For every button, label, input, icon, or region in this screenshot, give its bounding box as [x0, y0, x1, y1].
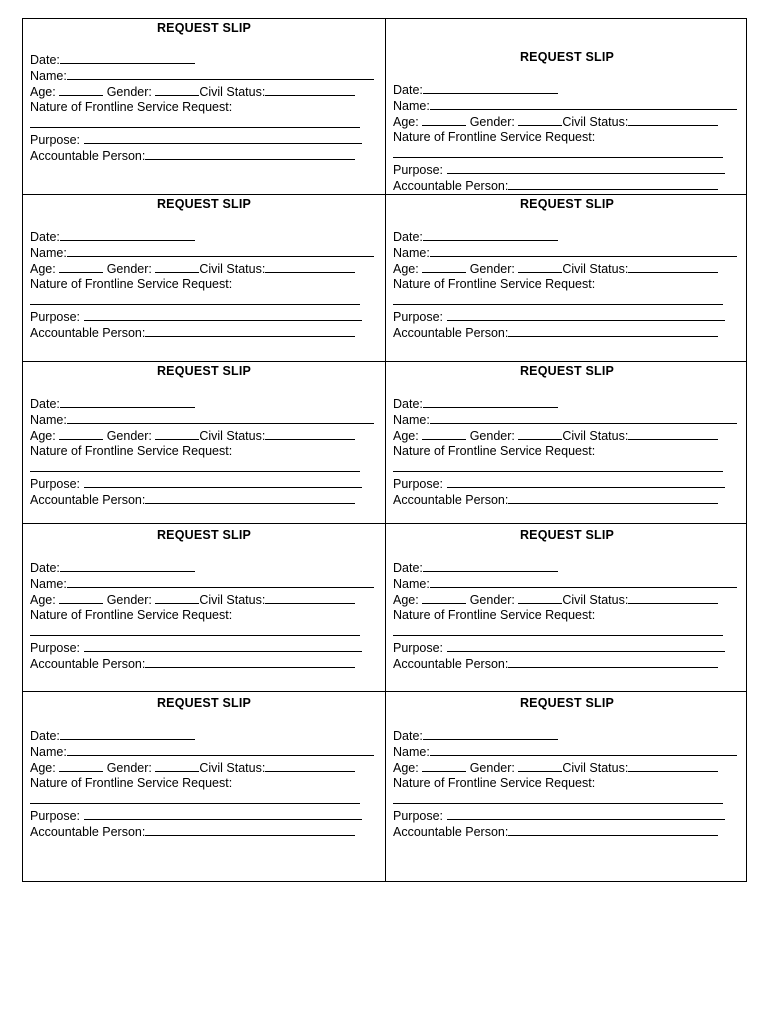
nature-label: Nature of Frontline Service Request:: [30, 608, 233, 622]
civil-status-field[interactable]: [265, 592, 355, 604]
nature-label: Nature of Frontline Service Request:: [393, 277, 596, 291]
accountable-person-label: Accountable Person:: [30, 326, 146, 340]
date-row: [393, 560, 558, 576]
age-gender-civil-row: [30, 592, 355, 608]
accountable-person-label: Accountable Person:: [30, 825, 146, 839]
nature-label: Nature of Frontline Service Request:: [393, 130, 596, 144]
civil-status-field[interactable]: [265, 428, 355, 440]
accountable-row: [393, 824, 718, 840]
date-label: Date:: [30, 230, 60, 244]
civil-status-label: Civil Status:: [562, 429, 629, 443]
gender-field[interactable]: [518, 592, 562, 604]
nature-blank-row: [30, 116, 360, 132]
age-gender-civil-row: [30, 261, 355, 277]
nature-blank-row: [393, 624, 723, 640]
gender-label: Gender:: [469, 115, 515, 129]
date-row: [30, 52, 195, 68]
gender-label: Gender:: [469, 262, 515, 276]
slip-title: REQUEST SLIP: [156, 528, 252, 542]
nature-field[interactable]: [393, 460, 723, 472]
age-gender-civil-row: [393, 261, 718, 277]
purpose-label: Purpose:: [30, 641, 81, 655]
purpose-field[interactable]: [84, 476, 362, 488]
slip-title: REQUEST SLIP: [519, 197, 615, 211]
gender-field[interactable]: [155, 428, 199, 440]
purpose-row: [393, 309, 725, 325]
gender-field[interactable]: [155, 84, 199, 96]
accountable-person-field[interactable]: [145, 824, 355, 836]
gender-label: Gender:: [106, 593, 152, 607]
age-label: Age:: [393, 429, 419, 443]
name-field[interactable]: [67, 412, 374, 424]
age-gender-civil-row: [30, 84, 355, 100]
nature-blank-row: [30, 293, 360, 309]
age-field[interactable]: [422, 428, 466, 440]
civil-status-label: Civil Status:: [562, 761, 629, 775]
date-label: Date:: [393, 230, 423, 244]
nature-field[interactable]: [30, 293, 360, 305]
date-field[interactable]: [60, 728, 195, 740]
civil-status-field[interactable]: [265, 261, 355, 273]
purpose-row: [393, 162, 725, 178]
age-label: Age:: [30, 761, 56, 775]
accountable-row: [393, 656, 718, 672]
nature-row: [393, 130, 595, 145]
civil-status-field[interactable]: [628, 428, 718, 440]
slip-title: REQUEST SLIP: [519, 696, 615, 710]
accountable-person-label: Accountable Person:: [393, 825, 509, 839]
name-row: [393, 744, 737, 760]
request-slip: [23, 362, 385, 522]
age-field[interactable]: [422, 760, 466, 772]
date-label: Date:: [30, 561, 60, 575]
name-label: Name:: [30, 246, 67, 260]
gender-label: Gender:: [469, 593, 515, 607]
purpose-row: [30, 640, 362, 656]
accountable-row: [30, 325, 355, 341]
purpose-label: Purpose:: [393, 641, 444, 655]
age-field[interactable]: [59, 84, 103, 96]
accountable-row: [30, 656, 355, 672]
name-field[interactable]: [430, 412, 737, 424]
gender-field[interactable]: [155, 261, 199, 273]
accountable-person-label: Accountable Person:: [393, 657, 509, 671]
slip-title: REQUEST SLIP: [156, 197, 252, 211]
name-label: Name:: [393, 99, 430, 113]
civil-status-label: Civil Status:: [199, 761, 266, 775]
purpose-label: Purpose:: [393, 477, 444, 491]
date-row: [30, 728, 195, 744]
name-field[interactable]: [430, 245, 737, 257]
nature-row: [393, 776, 595, 791]
purpose-row: [393, 808, 725, 824]
request-slip: [23, 19, 385, 179]
name-row: [30, 744, 374, 760]
civil-status-field[interactable]: [265, 84, 355, 96]
date-field[interactable]: [60, 52, 195, 64]
age-gender-civil-row: [393, 760, 718, 776]
purpose-row: [30, 808, 362, 824]
nature-label: Nature of Frontline Service Request:: [393, 444, 596, 458]
gender-label: Gender:: [106, 85, 152, 99]
request-slip: [23, 195, 385, 355]
civil-status-label: Civil Status:: [562, 593, 629, 607]
accountable-person-label: Accountable Person:: [30, 149, 146, 163]
nature-row: [393, 608, 595, 623]
nature-field[interactable]: [30, 460, 360, 472]
name-field[interactable]: [430, 98, 737, 110]
date-field[interactable]: [423, 229, 558, 241]
civil-status-label: Civil Status:: [562, 115, 629, 129]
date-row: [393, 229, 558, 245]
date-row: [393, 396, 558, 412]
accountable-person-label: Accountable Person:: [30, 657, 146, 671]
purpose-field[interactable]: [84, 808, 362, 820]
age-gender-civil-row: [393, 428, 718, 444]
age-gender-civil-row: [393, 114, 718, 130]
age-gender-civil-row: [393, 592, 718, 608]
nature-field[interactable]: [393, 293, 723, 305]
age-label: Age:: [30, 262, 56, 276]
civil-status-label: Civil Status:: [199, 593, 266, 607]
purpose-field[interactable]: [447, 476, 725, 488]
name-field[interactable]: [430, 744, 737, 756]
date-field[interactable]: [60, 560, 195, 572]
date-row: [30, 396, 195, 412]
purpose-field[interactable]: [447, 640, 725, 652]
nature-label: Nature of Frontline Service Request:: [393, 776, 596, 790]
date-field[interactable]: [60, 229, 195, 241]
date-field[interactable]: [423, 728, 558, 740]
request-slip: [23, 524, 385, 684]
gender-field[interactable]: [518, 428, 562, 440]
gender-field[interactable]: [155, 592, 199, 604]
date-row: [30, 229, 195, 245]
age-field[interactable]: [422, 592, 466, 604]
request-slip: [23, 692, 385, 852]
date-label: Date:: [393, 83, 423, 97]
age-gender-civil-row: [30, 760, 355, 776]
gender-label: Gender:: [106, 262, 152, 276]
date-label: Date:: [30, 397, 60, 411]
accountable-row: [30, 824, 355, 840]
accountable-row: [30, 148, 355, 164]
purpose-field[interactable]: [84, 132, 362, 144]
name-field[interactable]: [67, 245, 374, 257]
age-label: Age:: [393, 262, 419, 276]
nature-label: Nature of Frontline Service Request:: [30, 100, 233, 114]
nature-blank-row: [393, 460, 723, 476]
purpose-field[interactable]: [84, 309, 362, 321]
nature-field[interactable]: [30, 792, 360, 804]
nature-row: [30, 776, 232, 791]
name-label: Name:: [393, 745, 430, 759]
accountable-person-field[interactable]: [508, 656, 718, 668]
date-label: Date:: [393, 397, 423, 411]
gender-field[interactable]: [518, 760, 562, 772]
slip-title: REQUEST SLIP: [156, 21, 252, 35]
name-row: [30, 576, 374, 592]
purpose-label: Purpose:: [30, 477, 81, 491]
nature-blank-row: [393, 146, 723, 162]
accountable-person-field[interactable]: [145, 148, 355, 160]
name-row: [30, 68, 374, 84]
date-label: Date:: [393, 729, 423, 743]
name-label: Name:: [393, 577, 430, 591]
name-field[interactable]: [67, 68, 374, 80]
slip-title: REQUEST SLIP: [519, 50, 615, 64]
nature-blank-row: [30, 460, 360, 476]
purpose-field[interactable]: [447, 808, 725, 820]
accountable-person-field[interactable]: [508, 178, 718, 190]
nature-label: Nature of Frontline Service Request:: [393, 608, 596, 622]
date-field[interactable]: [60, 396, 195, 408]
name-label: Name:: [393, 413, 430, 427]
civil-status-field[interactable]: [265, 760, 355, 772]
civil-status-label: Civil Status:: [199, 262, 266, 276]
purpose-row: [393, 476, 725, 492]
nature-field[interactable]: [30, 116, 360, 128]
accountable-person-field[interactable]: [145, 492, 355, 504]
nature-blank-row: [393, 293, 723, 309]
name-row: [393, 576, 737, 592]
accountable-row: [393, 178, 718, 194]
purpose-row: [30, 309, 362, 325]
name-label: Name:: [393, 246, 430, 260]
name-label: Name:: [30, 577, 67, 591]
nature-row: [393, 277, 595, 292]
name-label: Name:: [30, 413, 67, 427]
request-slip: [386, 195, 748, 355]
nature-field[interactable]: [393, 792, 723, 804]
gender-label: Gender:: [469, 429, 515, 443]
accountable-person-label: Accountable Person:: [393, 326, 509, 340]
name-label: Name:: [30, 69, 67, 83]
nature-blank-row: [393, 792, 723, 808]
nature-label: Nature of Frontline Service Request:: [30, 776, 233, 790]
purpose-label: Purpose:: [393, 809, 444, 823]
nature-row: [393, 444, 595, 459]
accountable-row: [30, 492, 355, 508]
purpose-label: Purpose:: [30, 133, 81, 147]
name-row: [393, 98, 737, 114]
age-field[interactable]: [422, 261, 466, 273]
date-field[interactable]: [423, 82, 558, 94]
civil-status-label: Civil Status:: [199, 85, 266, 99]
gender-label: Gender:: [106, 429, 152, 443]
purpose-field[interactable]: [447, 309, 725, 321]
accountable-person-label: Accountable Person:: [30, 493, 146, 507]
age-label: Age:: [393, 115, 419, 129]
nature-row: [30, 277, 232, 292]
date-label: Date:: [30, 729, 60, 743]
name-field[interactable]: [430, 576, 737, 588]
accountable-person-label: Accountable Person:: [393, 179, 509, 193]
age-label: Age:: [30, 593, 56, 607]
purpose-label: Purpose:: [30, 809, 81, 823]
name-label: Name:: [30, 745, 67, 759]
age-field[interactable]: [59, 428, 103, 440]
purpose-row: [393, 640, 725, 656]
date-field[interactable]: [423, 560, 558, 572]
gender-field[interactable]: [155, 760, 199, 772]
purpose-field[interactable]: [447, 162, 725, 174]
nature-blank-row: [30, 792, 360, 808]
gender-field[interactable]: [518, 114, 562, 126]
purpose-row: [30, 132, 362, 148]
date-label: Date:: [393, 561, 423, 575]
date-row: [30, 560, 195, 576]
accountable-person-field[interactable]: [145, 325, 355, 337]
purpose-row: [30, 476, 362, 492]
accountable-person-label: Accountable Person:: [393, 493, 509, 507]
nature-label: Nature of Frontline Service Request:: [30, 277, 233, 291]
request-slip: [386, 692, 748, 852]
slip-title: REQUEST SLIP: [156, 364, 252, 378]
accountable-row: [393, 492, 718, 508]
nature-row: [30, 608, 232, 623]
purpose-label: Purpose:: [393, 310, 444, 324]
date-row: [393, 728, 558, 744]
nature-blank-row: [30, 624, 360, 640]
slip-title: REQUEST SLIP: [156, 696, 252, 710]
nature-row: [30, 100, 232, 115]
age-field[interactable]: [59, 760, 103, 772]
purpose-label: Purpose:: [30, 310, 81, 324]
civil-status-field[interactable]: [628, 760, 718, 772]
age-label: Age:: [30, 429, 56, 443]
nature-field[interactable]: [30, 624, 360, 636]
date-label: Date:: [30, 53, 60, 67]
age-field[interactable]: [59, 592, 103, 604]
name-field[interactable]: [67, 744, 374, 756]
gender-field[interactable]: [518, 261, 562, 273]
gender-label: Gender:: [469, 761, 515, 775]
civil-status-field[interactable]: [628, 592, 718, 604]
request-slip: [386, 524, 748, 684]
request-slip-sheet: [22, 18, 747, 882]
nature-field[interactable]: [393, 624, 723, 636]
slip-title: REQUEST SLIP: [519, 364, 615, 378]
accountable-row: [393, 325, 718, 341]
name-field[interactable]: [67, 576, 374, 588]
slip-title: REQUEST SLIP: [519, 528, 615, 542]
nature-field[interactable]: [393, 146, 723, 158]
accountable-person-field[interactable]: [508, 492, 718, 504]
purpose-field[interactable]: [84, 640, 362, 652]
accountable-person-field[interactable]: [508, 325, 718, 337]
date-row: [393, 82, 558, 98]
age-field[interactable]: [422, 114, 466, 126]
accountable-person-field[interactable]: [508, 824, 718, 836]
name-row: [393, 245, 737, 261]
age-label: Age:: [393, 593, 419, 607]
request-slip: [386, 19, 748, 193]
request-slip: [386, 362, 748, 522]
civil-status-field[interactable]: [628, 114, 718, 126]
civil-status-label: Civil Status:: [562, 262, 629, 276]
age-field[interactable]: [59, 261, 103, 273]
purpose-label: Purpose:: [393, 163, 444, 177]
gender-label: Gender:: [106, 761, 152, 775]
nature-row: [30, 444, 232, 459]
date-field[interactable]: [423, 396, 558, 408]
civil-status-label: Civil Status:: [199, 429, 266, 443]
age-gender-civil-row: [30, 428, 355, 444]
name-row: [30, 412, 374, 428]
name-row: [393, 412, 737, 428]
name-row: [30, 245, 374, 261]
nature-label: Nature of Frontline Service Request:: [30, 444, 233, 458]
accountable-person-field[interactable]: [145, 656, 355, 668]
age-label: Age:: [30, 85, 56, 99]
civil-status-field[interactable]: [628, 261, 718, 273]
age-label: Age:: [393, 761, 419, 775]
